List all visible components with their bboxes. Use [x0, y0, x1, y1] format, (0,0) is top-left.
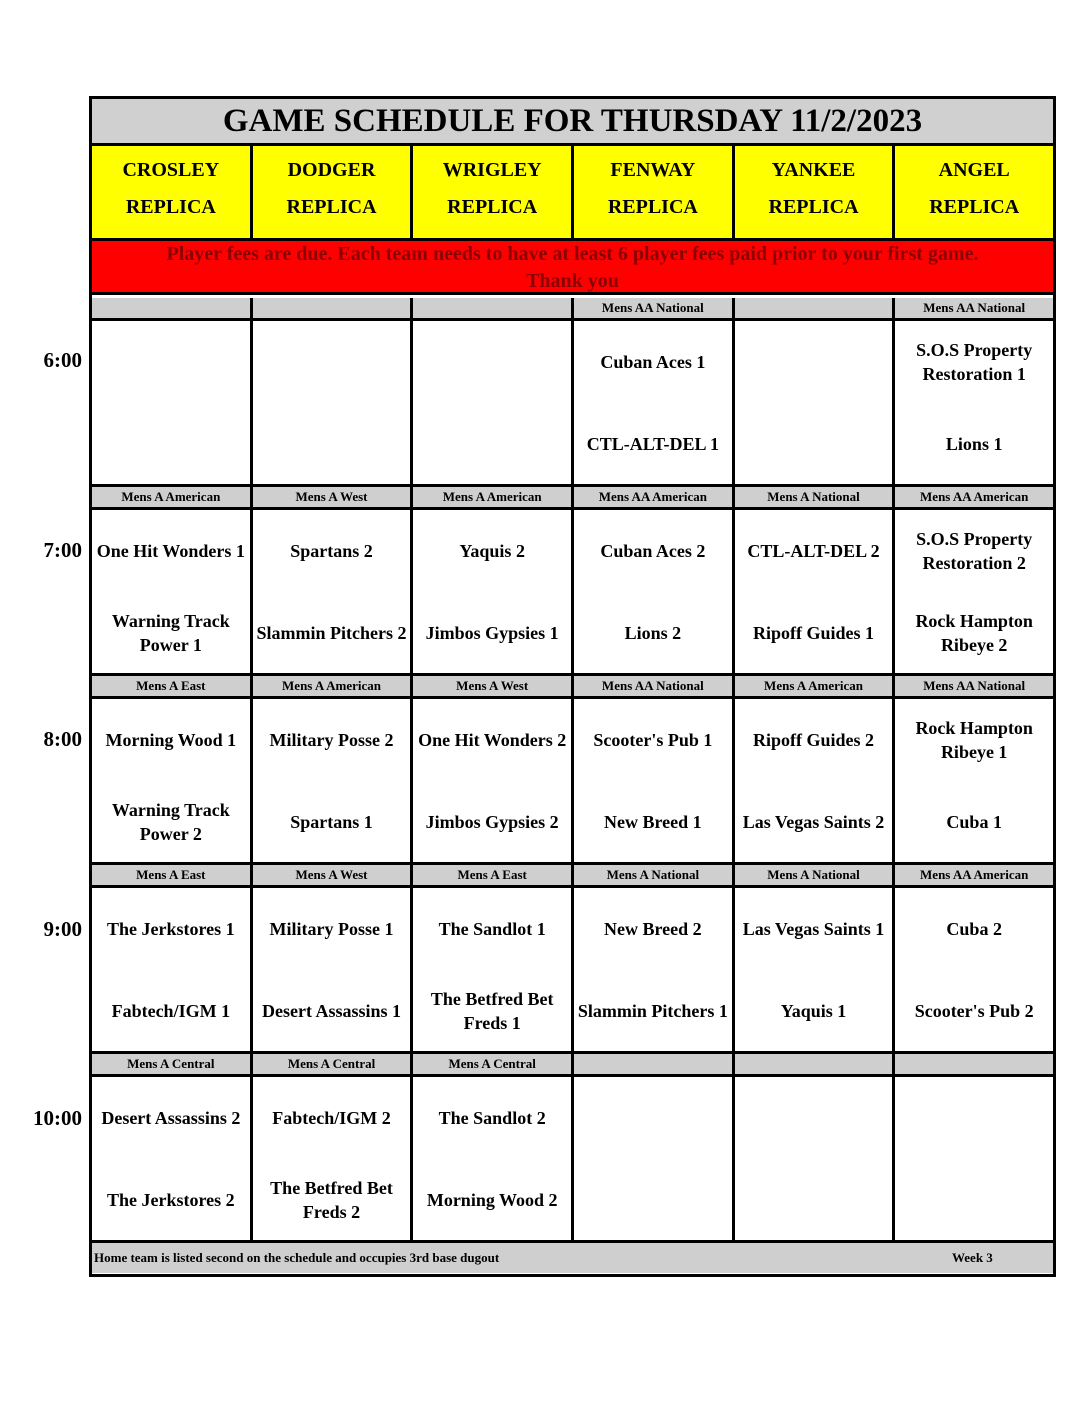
division-label: [253, 298, 414, 318]
schedule-table: [89, 96, 1056, 1277]
game-cell: [92, 510, 253, 673]
game-cell: [413, 1077, 574, 1240]
home-team: Cuba 1: [946, 812, 1002, 832]
footer-bar: [92, 1243, 1053, 1273]
time-label-10: 10:00: [33, 1106, 82, 1130]
home-team: Slammin Pitchers 2: [256, 623, 407, 643]
division-label: Mens AA National: [574, 676, 735, 696]
division-label: Mens A American: [735, 676, 896, 696]
division-row: [92, 487, 1053, 510]
home-team: Warning Track Power 1: [111, 611, 230, 655]
game-cell: [253, 510, 414, 673]
home-team: Scooter's Pub 2: [914, 1001, 1034, 1021]
division-label: Mens A National: [735, 487, 896, 507]
game-cell: [895, 510, 1053, 673]
division-label: Mens A West: [253, 865, 414, 885]
home-team: The Betfred Bet Freds 2: [270, 1178, 393, 1222]
away-team: Yaquis 2: [459, 541, 525, 561]
away-team: CTL-ALT-DEL 2: [747, 541, 880, 561]
division-label: Mens AA American: [895, 865, 1053, 885]
fee-notice-banner: [92, 241, 1053, 295]
game-cell: [735, 1077, 896, 1240]
away-team: Spartans 2: [290, 541, 373, 561]
division-row: [92, 1054, 1053, 1077]
game-cell: [574, 1077, 735, 1240]
game-cell: [253, 699, 414, 862]
away-team: The Sandlot 1: [438, 919, 546, 939]
game-cell: [413, 321, 574, 484]
home-team: Rock Hampton Ribeye 2: [915, 611, 1033, 655]
away-team: The Jerkstores 1: [107, 919, 235, 939]
home-team: Desert Assassins 1: [262, 1001, 402, 1021]
page-title: GAME SCHEDULE FOR THURSDAY 11/2/2023: [92, 99, 1053, 146]
division-label: Mens A West: [253, 487, 414, 507]
away-team: Las Vegas Saints 1: [742, 919, 885, 939]
division-label: [735, 1054, 896, 1074]
away-team: The Sandlot 2: [438, 1108, 546, 1128]
division-label: Mens A National: [735, 865, 896, 885]
home-team: The Betfred Bet Freds 1: [430, 989, 554, 1033]
game-cell: [253, 321, 414, 484]
away-team: Military Posse 1: [269, 919, 394, 939]
division-label: Mens A East: [92, 676, 253, 696]
away-team: One Hit Wonders 2: [418, 730, 567, 750]
home-team: New Breed 1: [604, 812, 702, 832]
game-cell: [413, 888, 574, 1051]
game-cell: [574, 510, 735, 673]
division-label: Mens AA American: [574, 487, 735, 507]
division-label: Mens A National: [574, 865, 735, 885]
game-cell: [92, 699, 253, 862]
field-header-crosley: CROSLEY REPLICA: [92, 146, 253, 238]
home-team: Fabtech/IGM 1: [111, 1001, 231, 1021]
away-team: Morning Wood 1: [105, 730, 237, 750]
division-label: Mens AA National: [895, 676, 1053, 696]
game-cell: [253, 888, 414, 1051]
game-slot-row: [92, 888, 1053, 1054]
away-team: Cuban Aces 2: [600, 541, 706, 561]
game-cell: [92, 321, 253, 484]
division-label: Mens A American: [92, 487, 253, 507]
game-cell: [92, 888, 253, 1051]
time-label-7: 7:00: [43, 538, 82, 562]
game-cell: [735, 510, 896, 673]
home-team: Morning Wood 2: [426, 1190, 558, 1210]
time-label-8: 8:00: [43, 727, 82, 751]
time-label-6: 6:00: [43, 348, 82, 372]
division-label: Mens A West: [413, 676, 574, 696]
field-header-row: [92, 146, 1053, 241]
away-team: Cuba 2: [946, 919, 1002, 939]
schedule-body: [92, 298, 1053, 1273]
away-team: Military Posse 2: [269, 730, 394, 750]
division-label: Mens AA National: [895, 298, 1053, 318]
away-team: Fabtech/IGM 2: [272, 1108, 391, 1128]
game-cell: [895, 321, 1053, 484]
field-header-yankee: YANKEE REPLICA: [735, 146, 896, 238]
division-label: [92, 298, 253, 318]
game-cell: [895, 1077, 1053, 1240]
game-cell: [92, 1077, 253, 1240]
division-label: Mens A East: [92, 865, 253, 885]
home-team: Yaquis 1: [780, 1001, 847, 1021]
game-slot-row: [92, 510, 1053, 676]
home-team: Las Vegas Saints 2: [742, 812, 885, 832]
game-slot-row: [92, 1077, 1053, 1243]
division-row: [92, 865, 1053, 888]
game-cell: [735, 699, 896, 862]
home-team: Ripoff Guides 1: [753, 623, 875, 643]
division-label: Mens AA American: [895, 487, 1053, 507]
week-label: Week 3: [952, 1250, 993, 1265]
home-team: Lions 1: [945, 434, 1003, 454]
division-label: Mens A Central: [253, 1054, 414, 1074]
home-team: Lions 2: [624, 623, 682, 643]
home-team: Spartans 1: [290, 812, 373, 832]
division-label: Mens A Central: [92, 1054, 253, 1074]
game-cell: [413, 510, 574, 673]
game-cell: [735, 888, 896, 1051]
fee-notice-line1: Player fees are due. Each team needs to have at least 6 player fees paid prior to your first game.: [166, 243, 979, 265]
away-team: Desert Assassins 2: [101, 1108, 241, 1128]
fee-notice-line2: Thank you: [526, 270, 619, 292]
game-slot-row: [92, 699, 1053, 865]
game-cell: [413, 699, 574, 862]
home-team: Warning Track Power 2: [111, 800, 230, 844]
division-label: [895, 1054, 1053, 1074]
away-team: Ripoff Guides 2: [753, 730, 875, 750]
division-label: [735, 298, 896, 318]
away-team: Rock Hampton Ribeye 1: [915, 718, 1033, 762]
game-cell: [574, 321, 735, 484]
away-team: S.O.S Property Restoration 1: [916, 340, 1033, 384]
division-label: Mens AA National: [574, 298, 735, 318]
division-label: Mens A East: [413, 865, 574, 885]
division-label: [413, 298, 574, 318]
away-team: One Hit Wonders 1: [96, 541, 245, 561]
division-label: [574, 1054, 735, 1074]
home-team: Jimbos Gypsies 1: [425, 623, 559, 643]
field-header-dodger: DODGER REPLICA: [253, 146, 414, 238]
field-header-angel: ANGEL REPLICA: [895, 146, 1053, 238]
home-team: Slammin Pitchers 1: [577, 1001, 728, 1021]
game-cell: [895, 699, 1053, 862]
time-label-9: 9:00: [43, 917, 82, 941]
game-cell: [574, 888, 735, 1051]
division-label: Mens A Central: [413, 1054, 574, 1074]
game-slot-row: [92, 321, 1053, 487]
away-team: S.O.S Property Restoration 2: [916, 529, 1033, 573]
game-cell: [735, 321, 896, 484]
away-team: Cuban Aces 1: [600, 352, 706, 372]
away-team: New Breed 2: [604, 919, 702, 939]
game-cell: [574, 699, 735, 862]
field-header-fenway: FENWAY REPLICA: [574, 146, 735, 238]
division-row: [92, 298, 1053, 321]
game-cell: [253, 1077, 414, 1240]
away-team: Scooter's Pub 1: [593, 730, 713, 750]
field-header-wrigley: WRIGLEY REPLICA: [413, 146, 574, 238]
game-cell: [895, 888, 1053, 1051]
home-team-note: Home team is listed second on the schedule and occupies 3rd base dugout: [94, 1250, 500, 1265]
division-row: [92, 676, 1053, 699]
division-label: Mens A American: [253, 676, 414, 696]
division-label: Mens A American: [413, 487, 574, 507]
home-team: CTL-ALT-DEL 1: [586, 434, 719, 454]
home-team: The Jerkstores 2: [107, 1190, 235, 1210]
home-team: Jimbos Gypsies 2: [425, 812, 559, 832]
